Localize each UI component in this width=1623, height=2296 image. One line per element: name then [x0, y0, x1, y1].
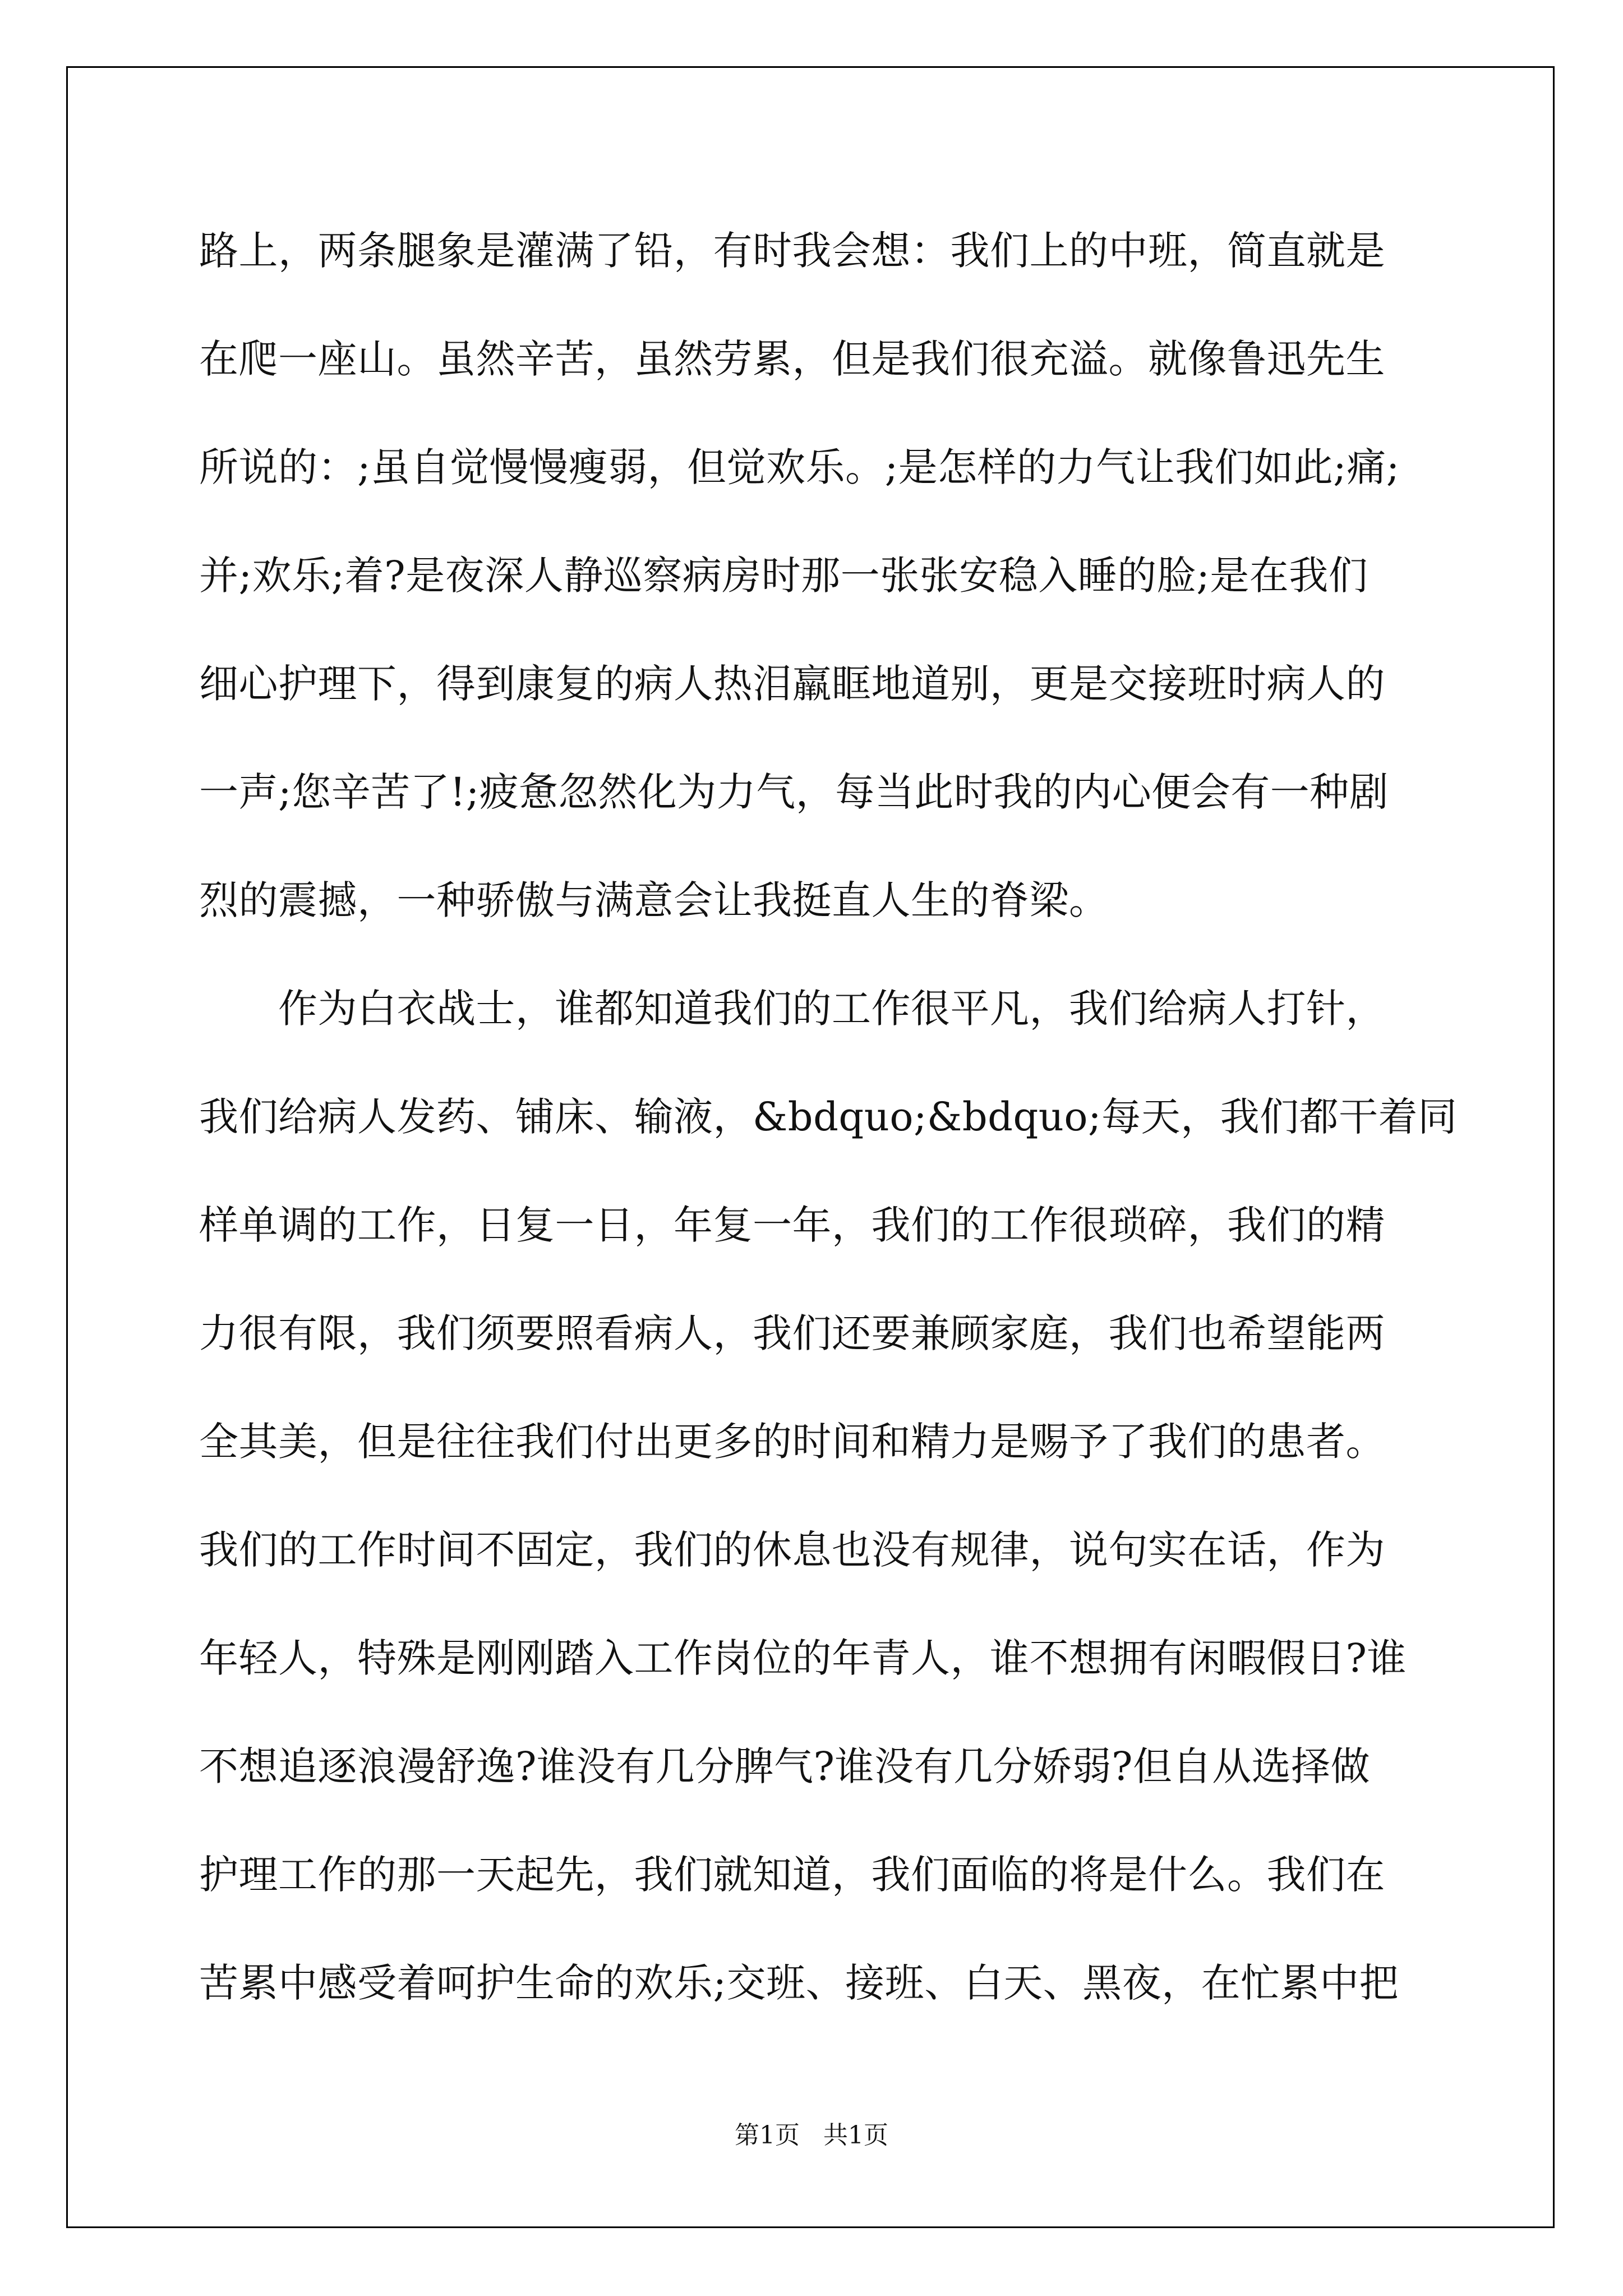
- text-line: 细心护理下，得到康复的病人热泪羸眶地道别，更是交接班时病人的: [199, 661, 1385, 707]
- page-total: 共1页: [823, 2121, 888, 2150]
- text-line: 样单调的工作，日复一日，年复一年，我们的工作很琐碎，我们的精: [199, 1202, 1385, 1248]
- text-line: 护理工作的那一天起先，我们就知道，我们面临的将是什么。我们在: [199, 1852, 1385, 1898]
- text-line: 烈的震撼，一种骄傲与满意会让我挺直人生的脊梁。: [199, 877, 1109, 923]
- text-line: 路上，两条腿象是灌满了铅，有时我会想：我们上的中班，简直就是: [199, 228, 1385, 274]
- text-line: 一声;您辛苦了!;疲惫忽然化为力气，每当此时我的内心便会有一种剧: [199, 769, 1389, 815]
- text-line: 我们给病人发药、铺床、输液，&bdquo;&bdquo;每天，我们都干着同: [199, 1094, 1458, 1140]
- text-line: 作为白衣战士，谁都知道我们的工作很平凡，我们给病人打针，: [199, 986, 1385, 1032]
- page-footer: [0, 2115, 1623, 2151]
- text-line: 不想追逐浪漫舒逸?谁没有几分脾气?谁没有几分娇弱?但自从选择做: [199, 1743, 1371, 1789]
- text-line: 并;欢乐;着?是夜深人静巡察病房时那一张张安稳入睡的脸;是在我们: [199, 553, 1368, 599]
- text-line: 苦累中感受着呵护生命的欢乐;交班、接班、白天、黑夜，在忙累中把: [199, 1960, 1399, 2006]
- text-line: 力很有限，我们须要照看病人，我们还要兼顾家庭，我们也希望能两: [199, 1310, 1385, 1356]
- text-line: 我们的工作时间不固定，我们的休息也没有规律，说句实在话，作为: [199, 1527, 1385, 1573]
- text-line: 所说的：;虽自觉慢慢瘦弱，但觉欢乐。;是怎样的力气让我们如此;痛;: [199, 444, 1400, 490]
- document-body: [199, 209, 1458, 2049]
- text-line: 在爬一座山。虽然辛苦，虽然劳累，但是我们很充溢。就像鲁迅先生: [199, 336, 1385, 382]
- page-number: 第1页: [735, 2121, 800, 2150]
- text-line: 全其美，但是往往我们付出更多的时间和精力是赐予了我们的患者。: [199, 1419, 1385, 1465]
- text-line: 年轻人，特殊是刚刚踏入工作岗位的年青人，谁不想拥有闲暇假日?谁: [199, 1635, 1407, 1681]
